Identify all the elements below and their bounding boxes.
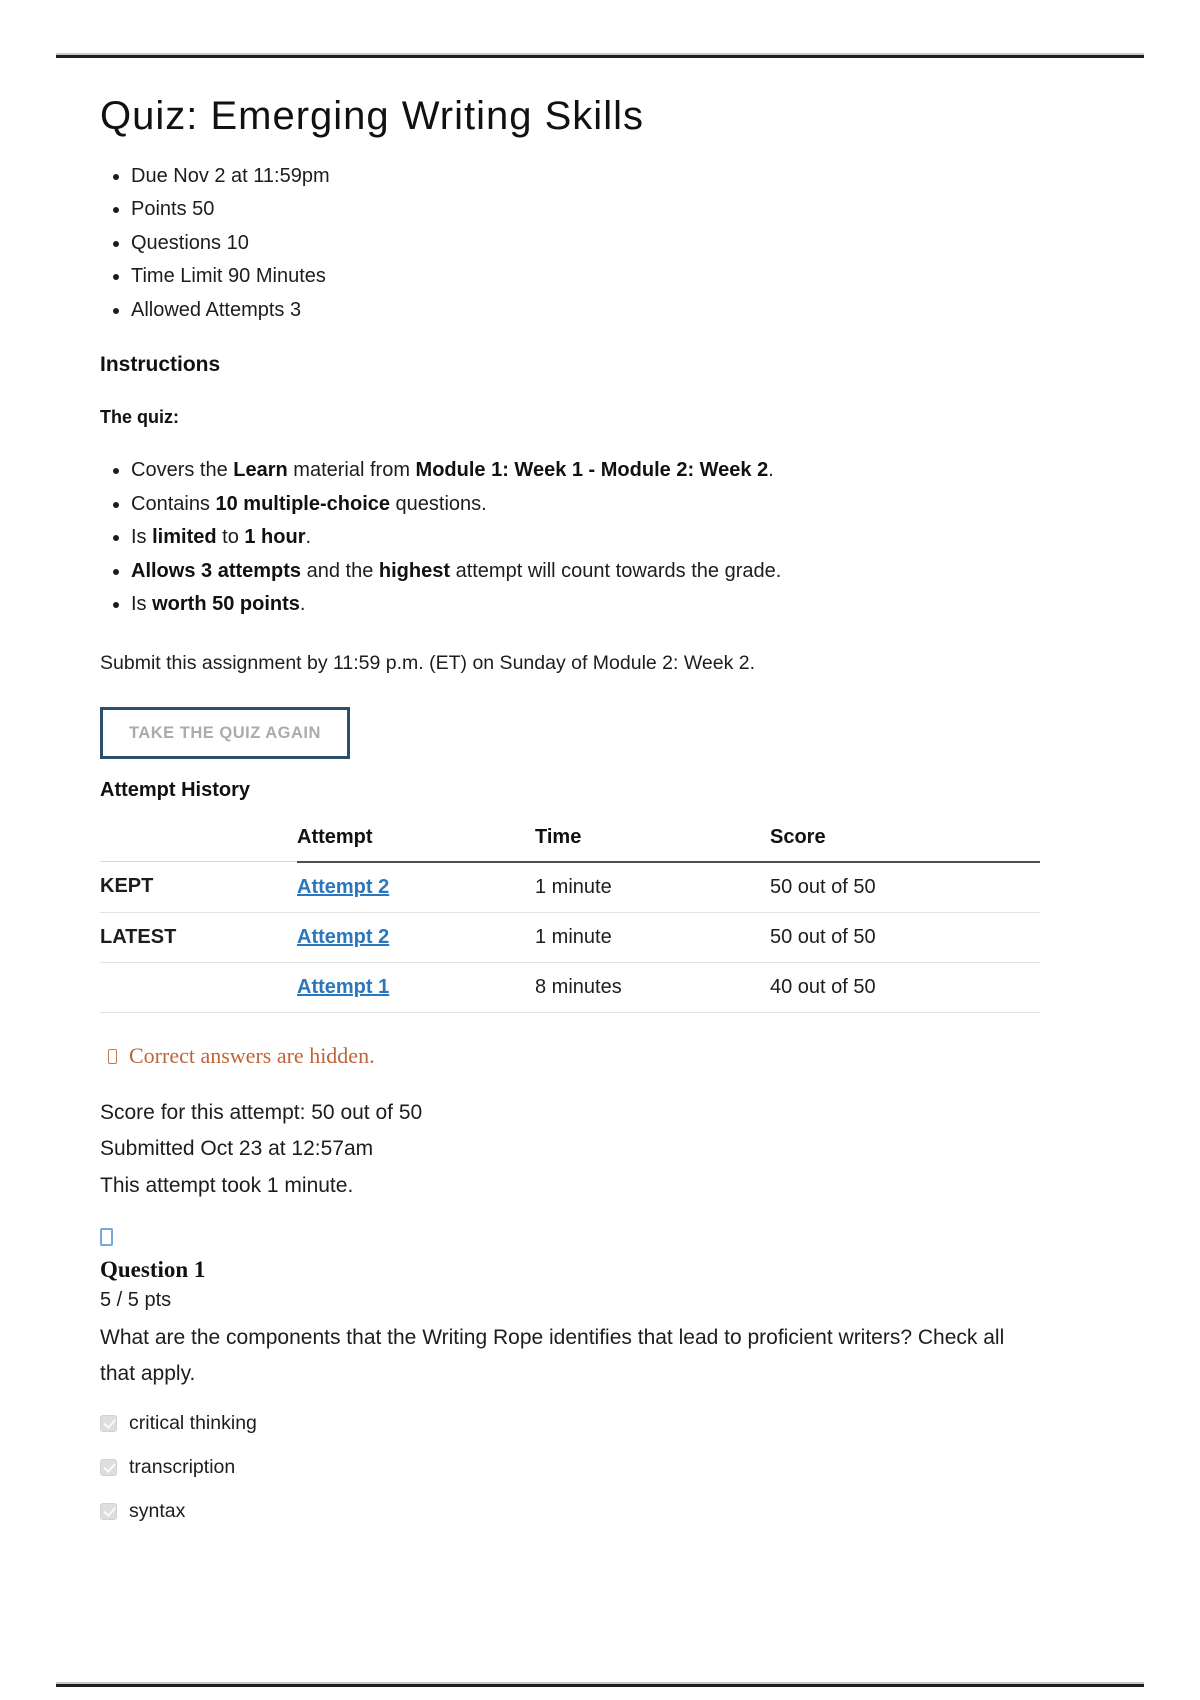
answer-option-label: critical thinking: [129, 1412, 257, 1435]
duration-line: This attempt took 1 minute.: [100, 1173, 354, 1197]
instruction-item: • Contains 10 multiple-choice questions.: [131, 488, 1050, 522]
page-title: Quiz: Emerging Writing Skills: [100, 94, 644, 138]
time-cell: 1 minute: [535, 912, 770, 962]
quiz-meta-item: • Time Limit 90 Minutes: [131, 260, 1050, 293]
instruction-item: • Allows 3 attempts and the highest attempt will count towards the grade.: [131, 555, 1050, 589]
submit-note: Submit this assignment by 11:59 p.m. (ET) on Sunday of Module 2: Week 2.: [100, 651, 756, 674]
question-title: Question 1: [100, 1257, 206, 1283]
attempt-table-body: [100, 862, 1040, 1013]
answer-option-row: [100, 1500, 1050, 1523]
column-header: Attempt: [297, 816, 535, 862]
answer-checkbox[interactable]: [100, 1415, 117, 1432]
score-cell: 50 out of 50: [770, 912, 1040, 962]
attempt-link[interactable]: Attempt 2: [297, 925, 390, 948]
attempt-link[interactable]: Attempt 2: [297, 875, 390, 898]
answer-options: [100, 1412, 1050, 1523]
time-cell: 1 minute: [535, 862, 770, 913]
attempt-kept-label: [100, 962, 297, 1012]
bottom-horizontal-rule: [56, 1684, 1144, 1687]
score-line: Score for this attempt: 50 out of 50: [100, 1100, 423, 1124]
instruction-item: • Is limited to 1 hour.: [131, 521, 1050, 555]
question-points: 5 / 5 pts: [100, 1289, 172, 1312]
attempt-link[interactable]: Attempt 1: [297, 975, 390, 998]
answer-checkbox[interactable]: [100, 1503, 117, 1520]
answers-hidden-notice: [100, 1043, 1050, 1069]
answer-option-row: [100, 1412, 1050, 1435]
answers-hidden-text: Correct answers are hidden.: [129, 1042, 375, 1068]
table-row: [100, 912, 1040, 962]
instruction-list: [100, 454, 1050, 622]
attempt-history-heading: Attempt History: [100, 778, 251, 801]
answer-option-row: [100, 1456, 1050, 1479]
score-cell: 40 out of 50: [770, 962, 1040, 1012]
column-header: Time: [535, 816, 770, 862]
quiz-intro: The quiz:: [100, 407, 179, 428]
table-row: [100, 862, 1040, 913]
top-horizontal-rule: [56, 55, 1144, 58]
column-header: Score: [770, 816, 1040, 862]
instruction-item: • Is worth 50 points.: [131, 588, 1050, 622]
broken-image-icon: [100, 1228, 113, 1246]
attempt-history-table: [100, 816, 1040, 1013]
score-cell: 50 out of 50: [770, 862, 1040, 913]
answer-option-label: transcription: [129, 1456, 236, 1479]
instruction-item: • Covers the Learn material from Module 1: Week 1 - Module 2: Week 2.: [131, 454, 1050, 488]
instructions-heading: Instructions: [100, 353, 221, 377]
hidden-answers-icon: [108, 1049, 117, 1064]
time-cell: 8 minutes: [535, 962, 770, 1012]
quiz-meta-item: • Allowed Attempts 3: [131, 294, 1050, 327]
attempt-kept-label: LATEST: [100, 912, 297, 962]
answer-option-label: syntax: [129, 1500, 186, 1523]
attempt-cell: [297, 962, 535, 1012]
attempt-cell: [297, 912, 535, 962]
attempt-table-header-row: [100, 816, 1040, 862]
answer-checkbox[interactable]: [100, 1459, 117, 1476]
quiz-meta-list: [100, 160, 1050, 327]
attempt-cell: [297, 862, 535, 913]
submitted-line: Submitted Oct 23 at 12:57am: [100, 1137, 374, 1161]
quiz-meta-item: • Questions 10: [131, 227, 1050, 260]
quiz-meta-item: • Due Nov 2 at 11:59pm: [131, 160, 1050, 193]
column-header: [100, 816, 297, 862]
take-quiz-again-button[interactable]: TAKE THE QUIZ AGAIN: [100, 707, 350, 759]
attempt-kept-label: KEPT: [100, 862, 297, 913]
attempt-summary: [100, 1095, 1050, 1205]
question-text: What are the components that the Writing Rope identifies that lead to proficient writers? Check all that apply.: [100, 1326, 1005, 1386]
quiz-meta-item: • Points 50: [131, 193, 1050, 226]
table-row: [100, 962, 1040, 1012]
